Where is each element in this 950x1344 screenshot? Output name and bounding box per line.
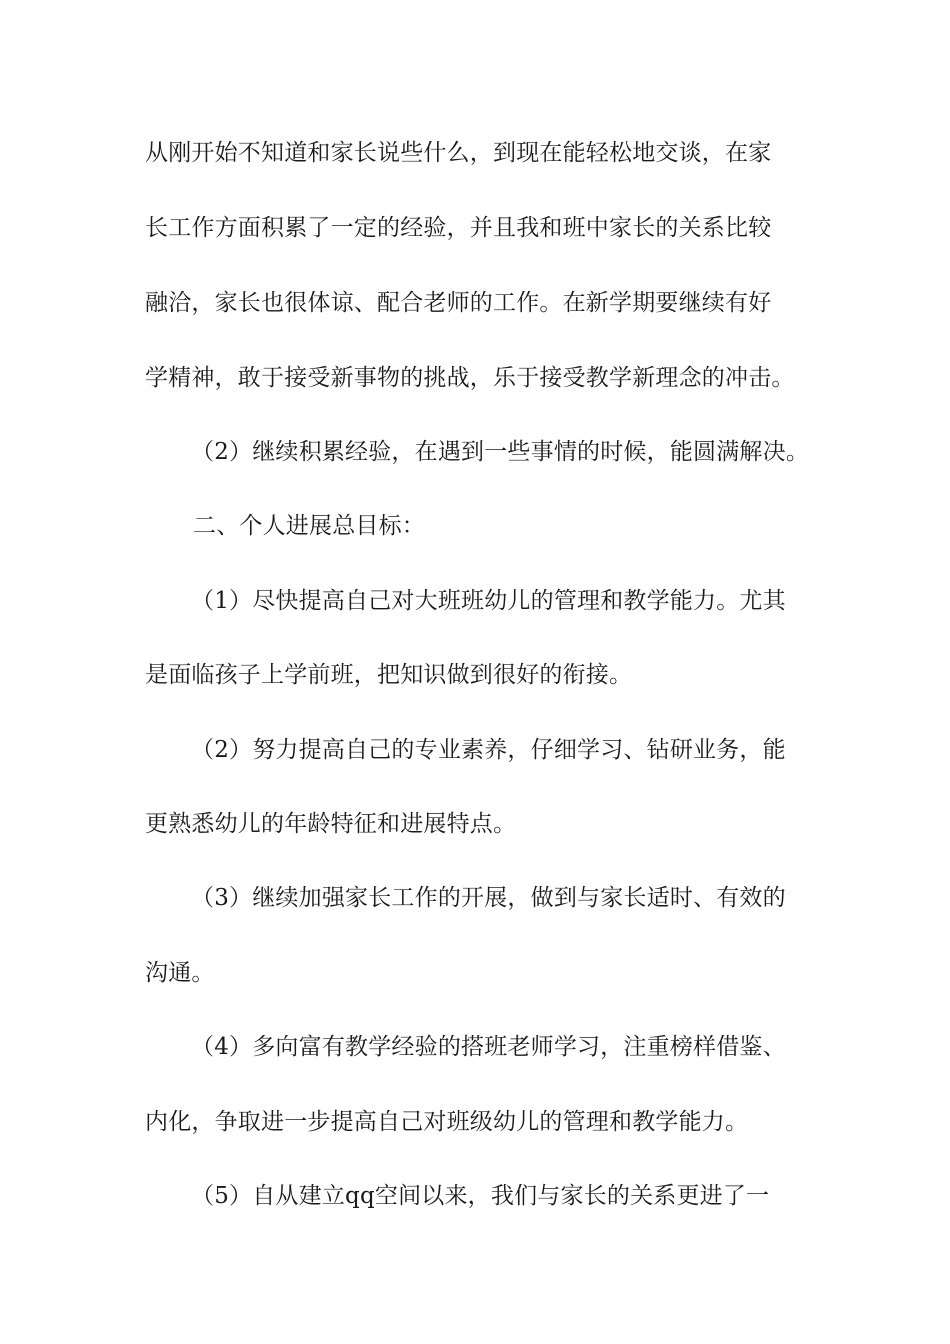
goal-3-line-1: （3）继续加强家长工作的开展，做到与家长适时、有效的 xyxy=(191,885,786,911)
goal-1-line-2: 是面临孩子上学前班，把知识做到很好的衔接。 xyxy=(145,662,633,688)
paragraph-line-3: 融洽，家长也很体谅、配合老师的工作。在新学期要继续有好 xyxy=(145,290,772,316)
item-2-experience: （2）继续积累经验，在遇到一些事情的时候，能圆满解决。 xyxy=(191,439,810,465)
paragraph-line-4: 学精神，敢于接受新事物的挑战，乐于接受教学新理念的冲击。 xyxy=(145,365,795,391)
goal-1-line-1: （1）尽快提高自己对大班班幼儿的管理和教学能力。尤其 xyxy=(191,588,786,614)
paragraph-line-2: 长工作方面积累了一定的经验，并且我和班中家长的关系比较 xyxy=(145,215,772,241)
goal-3-line-2: 沟通。 xyxy=(145,960,215,986)
goal-2-line-1: （2）努力提高自己的专业素养，仔细学习、钻研业务，能 xyxy=(191,737,786,763)
goal-4-line-2: 内化，争取进一步提高自己对班级幼儿的管理和教学能力。 xyxy=(145,1109,749,1135)
goal-5-line-1: （5）自从建立qq空间以来，我们与家长的关系更进了一 xyxy=(191,1183,770,1209)
goal-4-line-1: （4）多向富有教学经验的搭班老师学习，注重榜样借鉴、 xyxy=(191,1034,786,1060)
goal-2-line-2: 更熟悉幼儿的年龄特征和进展特点。 xyxy=(145,811,517,837)
section-heading-goals: 二、个人进展总目标： xyxy=(193,513,425,539)
paragraph-line-1: 从刚开始不知道和家长说些什么，到现在能轻松地交谈，在家 xyxy=(145,140,772,166)
